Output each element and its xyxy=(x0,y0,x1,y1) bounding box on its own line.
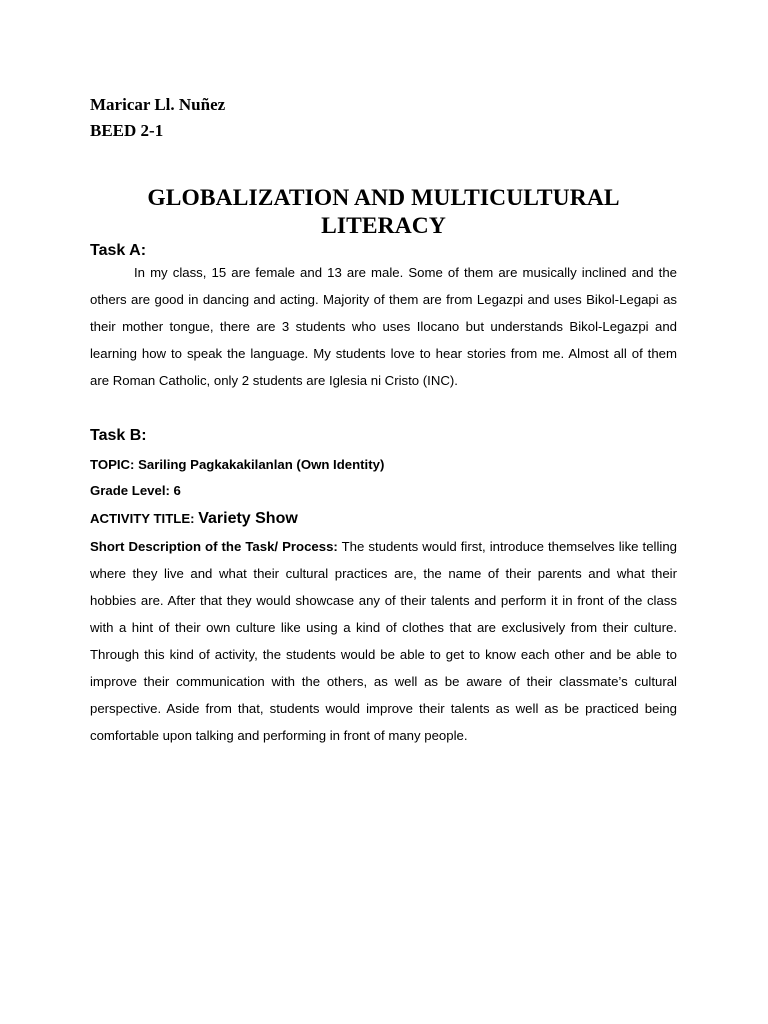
task-a-heading: Task A: xyxy=(90,242,147,259)
task-b-section xyxy=(90,426,677,749)
title-line-2: LITERACY xyxy=(321,213,446,239)
topic-line: TOPIC: Sariling Pagkakakilanlan (Own Identity) xyxy=(90,457,385,472)
document-title xyxy=(90,184,677,240)
activity-title-line xyxy=(90,504,677,534)
course-section: BEED 2-1 xyxy=(90,121,164,140)
task-b-heading: Task B: xyxy=(90,427,147,444)
task-description-text: The students would first, introduce themselves like telling where they live and what their cultural practices are, the name of their parents and what their hobbies are. After that they would showcase any of their talents and perform it in front of the class with a hint of their own culture like using a kind of clothes that are exclusively from their culture. Through this kind of activity, the students would be able to get to know each other and be able to improve their communication with the others, as well as be aware of their classmate’s cultural perspective. Aside from that, students would improve their talents as well as be practiced being comfortable upon talking and performing in front of many people. xyxy=(90,539,677,743)
task-a-paragraph: In my class, 15 are female and 13 are male. Some of them are musically inclined and the others are good in dancing and acting. Majority of them are from Legazpi and uses Bikol-Legapi as their mother tongue, there are 3 students who uses Ilocano but understands Bikol-Legazpi and learning how to speak the language. My students love to hear stories from me. Almost all of them are Roman Catholic, only 2 students are Iglesia ni Cristo (INC). xyxy=(90,265,677,388)
grade-level-line: Grade Level: 6 xyxy=(90,483,181,498)
title-line-1: GLOBALIZATION AND MULTICULTURAL xyxy=(147,185,620,211)
task-description-label: Short Description of the Task/ Process: xyxy=(90,539,338,554)
task-description xyxy=(90,533,677,749)
activity-title-label: ACTIVITY TITLE: xyxy=(90,511,195,526)
document-page xyxy=(90,92,677,749)
activity-title-value: Variety Show xyxy=(198,510,298,527)
task-a-section xyxy=(90,241,677,394)
author-name: Maricar Ll. Nuñez xyxy=(90,95,226,114)
